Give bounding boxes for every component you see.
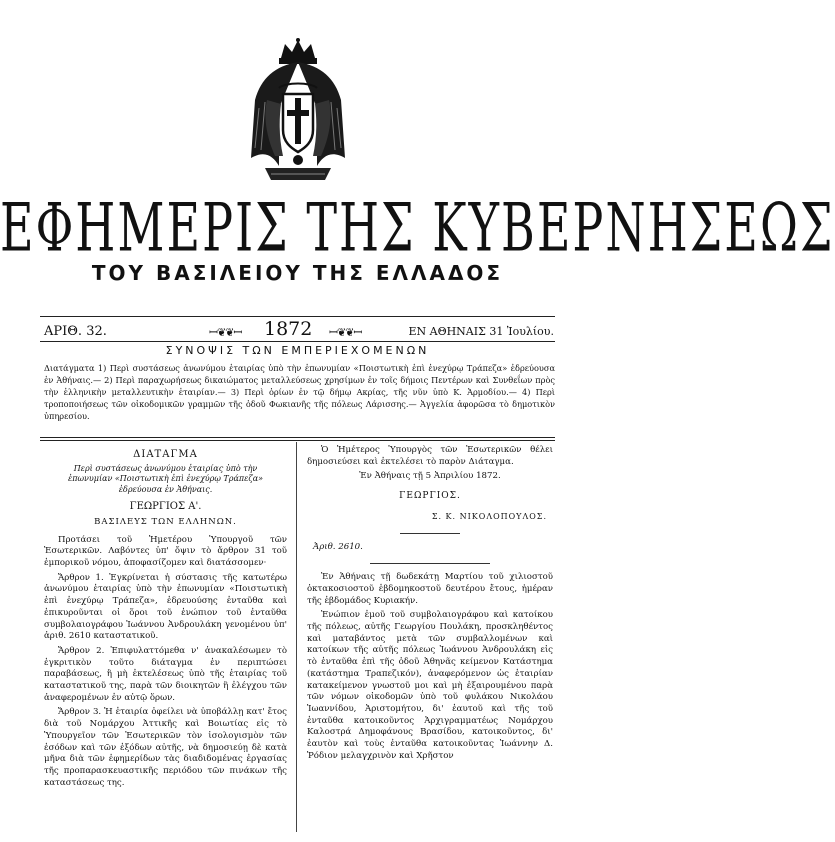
- summary-text: Διατάγματα 1) Περὶ συστάσεως ἀνωνύμου ἑταιρίας ὑπὸ τὴν ἐπωνυμίαν «Ποιστωτικὴ ἐπὶ ἐνεχύρῳ Τράπεζα» ἐδρεύουσα ἐν Ἀθήναις.— 2) Περὶ παραχωρήσεως δικαιώματος μεταλλεύσεως χρησίμων ἐν τοῖς δήμοις Πεντέρων καὶ Συνθεΐων πρὸς τὴν ἑλληνικὴν μεταλλευτικὴν ἑταιρίαν.— 3) Περὶ ὁρίων ἐν τῷ δήμῳ Ακρίας, τῆς νῦν ὑπὸ Κ. Ἀρμοδίου.— 4) Περὶ τροποποιήσεως τῶν οἰκοδομικῶν γραμμῶν τῆς ὁδοῦ Φωκιανῆς τῆς πόλεως Λάρισσης.— Ἀγγελία ἀφορῶσα τὸ δημοτικὸν ὑπηρεσίου.: [44, 363, 555, 421]
- king-signature: ΓΕΩΡΓΙΟΣ.: [399, 491, 461, 502]
- column-divider: [296, 442, 297, 832]
- section-rule: [400, 533, 460, 534]
- contract-number: Ἀριθ. 2610.: [313, 541, 363, 552]
- contract-paragraph: Ἐνώπιον ἐμοῦ τοῦ συμβολαιογράφου καὶ κατοίκου τῆς πόλεως, αὐτῆς Γεωργίου Πουλάκη, προσκληθέντος καὶ ματαβάντος μετὰ τῶν συμβαλλομένων καὶ κατοίκων τῆς αὐτῆς πόλεως Ἰωάννου Ἀνδρουλάκη εἰς τὸ ἐνταῦθα ἐπὶ τῆς ὁδοῦ Ἀθηνᾶς κείμενον Κατάστημα (κατάστημα Τραπεζικόν), ἀναφερόμενον ὡς ἑταιρίαν κατακείμενον γνωστοῦ μοι καὶ μὴ ἐξαιρουμένου παρὰ τῶν νόμων οἰκοδομῶν ὑπὸ τοῦ φυλάκου Νικολάου Ἰωαννίδου, Ἀριστομήτου, δι' ἑαυτοῦ καὶ τῆς τοῦ ἐνταῦθα κατοικοῦντος Ἀρχιγραμματέως Νομάρχου Καλοστρά Δημοφάνους Βρασίδου, κατοικοῦντος, δι' ἑαυτὸν καὶ τοὺς ἐνταῦθα κατοικοῦντας Ἰωάννην Δ. Ῥόδιον μελαγχρινὸν καὶ Χρῆστον: [307, 610, 553, 761]
- decree-paragraph: Ἄρθρον 2. Ἐπιφυλαττόμεθα ν' ἀνακαλέσωμεν τὸ ἐγκριτικὸν τοῦτο διάταγμα ἐν περιπτώσει παραβάσεως, ἢ μὴ ἐκτελέσεως ὑπὸ τῆς ἑταιρίας τοῦ καταστατικοῦ της, παρὰ τῶν διοικητῶν ἢ ἐλέγχου τῶν ἀναφερομένων ἐν αὐτῷ ὅρων.: [44, 645, 287, 703]
- issue-date: ΕΝ ΑΘΗΝΑΙΣ 31 Ἰουλίου.: [408, 325, 554, 338]
- minister-signature: Σ. Κ. ΝΙΚΟΛΟΠΟΥΛΟΣ.: [431, 511, 547, 521]
- rule-below-issue: [40, 341, 555, 342]
- king-name: ΓΕΩΡΓΙΟΣ Α'.: [129, 501, 202, 513]
- masthead-subtitle: ΤΟΥ ΒΑΣΙΛΕΙΟΥ ΤΗΣ ΕΛΛΑΔΟΣ: [91, 261, 504, 285]
- issue-year: 1872: [264, 318, 313, 340]
- royal-coat-of-arms-emblem: [245, 38, 351, 186]
- section-rule: [370, 563, 490, 564]
- decree-paragraph: Προτάσει τοῦ Ἡμετέρου Ὑπουργοῦ τῶν Ἐσωτερικῶν. Λαβόντες ὑπ' ὄψιν τὸ ἄρθρον 31 τοῦ ἐμπορικοῦ νόμου, ἀποφασίζομεν καὶ διατάσσομεν·: [44, 534, 287, 569]
- left-column: [44, 445, 287, 792]
- king-title: ΒΑΣΙΛΕΥΣ ΤΩΝ ΕΛΛΗΝΩΝ.: [94, 516, 237, 527]
- decree-paragraph: Ἄρθρον 3. Ἡ ἑταιρία ὀφείλει νὰ ὑποβάλλῃ κατ' ἔτος διὰ τοῦ Νομάρχου Ἀττικῆς καὶ Βοιωτίας εἰς τὸ Ὑπουργεῖον τῶν Ἐσωτερικῶν τὸν ἰσολογισμὸν τῶν ἐσόδων καὶ τῶν ἐξόδων αὐτῆς, νὰ δημοσιεύῃ δὲ κατὰ μῆνα διὰ τῶν ἐφημερίδων τὰς διαδιδομένας ἐργασίας τῆς προπαρασκευαστικῆς περιόδου τῶν πινάκων τῆς καταστάσεως της.: [44, 707, 287, 788]
- decree-heading: ΔΙΑΤΑΓΜΑ: [133, 449, 198, 460]
- ornament-right-icon: ꟷ❦❦ꟷ: [329, 326, 362, 339]
- rule-above-columns: [40, 437, 555, 438]
- decree-subheading: Περὶ συστάσεως ἀνωνύμου ἑταιρίας ὑπὸ τὴν ἐπωνυμίαν «Ποιστωτικὴ ἐπὶ ἐνεχύρῳ Τράπεζα» ἐδρεύουσα ἐν Ἀθήναις.: [67, 463, 264, 494]
- issue-info-line: [44, 320, 554, 340]
- decree-paragraph: Ἄρθρον 1. Ἐγκρίνεται ἡ σύστασις τῆς κατωτέρω ἀνωνύμου ἑταιρίας ὑπὸ τὴν ἐπωνυμίαν «Ποιστωτικὴ ἐπὶ ἐνεχύρῳ Τράπεζα», ἐδρευούσης ἐνταῦθα καὶ ἐπικυροῦνται οἱ ὅροι τοῦ ἐνώπιον τοῦ ἐνταῦθα συμβολαιογράφου Ἰωάννου Ἀνδρουλάκη γενομένου ὑπ' ἀριθ. 2610 καταστατικοῦ.: [44, 572, 287, 642]
- rule-top: [40, 316, 555, 317]
- summary-heading: ΣΥΝΟΨΙΣ ΤΩΝ ΕΜΠΕΡΙΕΧΟΜΕΝΩΝ: [165, 344, 430, 357]
- decree-date-line: Ἐν Ἀθήναις τῇ 5 Ἀπριλίου 1872.: [359, 471, 501, 482]
- rule-above-columns-double: [40, 440, 555, 441]
- decree-closing-paragraph: Ὁ Ἡμέτερος Ὑπουργὸς τῶν Ἐσωτερικῶν θέλει δημοσιεύσει καὶ ἐκτελέσει τὸ παρὸν Διάταγμα.: [307, 445, 553, 467]
- ornament-left-icon: ꟷ❦❦ꟷ: [209, 326, 242, 339]
- right-column: [307, 445, 553, 765]
- issue-number: ΑΡΙΘ. 32.: [44, 324, 107, 339]
- masthead-title: ΕΦΗΜΕΡΙΣ ΤΗΣ ΚΥΒΕΡΝΗΣΕΩΣ: [0, 188, 835, 267]
- contract-paragraph: Ἐν Ἀθήναις τῇ δωδεκάτῃ Μαρτίου τοῦ χιλιοστοῦ ὀκτακοσιοστοῦ ἑβδομηκοστοῦ δευτέρου ἔτους, ἡμέραν τῆς ἑβδομάδος Κυριακήν.: [307, 572, 553, 606]
